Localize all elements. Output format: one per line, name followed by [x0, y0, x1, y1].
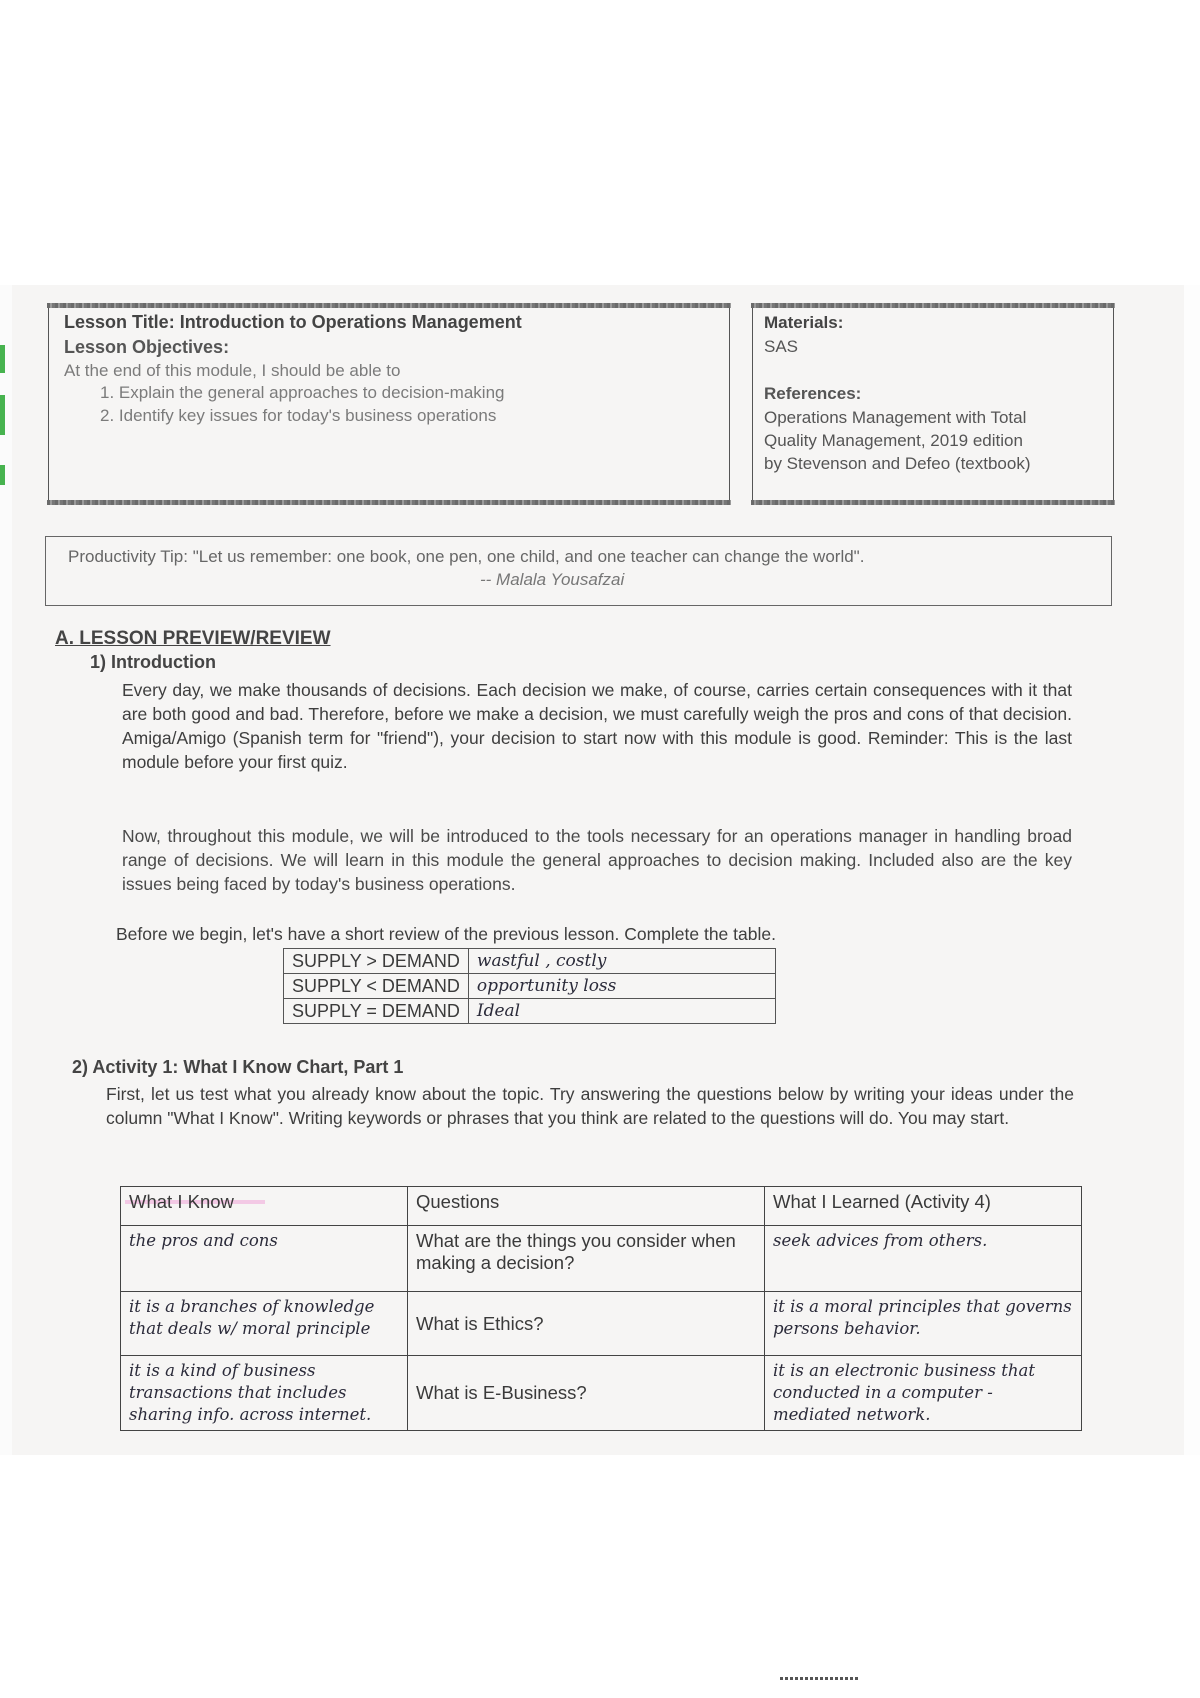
handwritten-answer: wastful , costly	[468, 949, 775, 974]
chart-header-row	[121, 1187, 1082, 1226]
reference-line: Quality Management, 2019 edition	[764, 431, 1023, 450]
green-tab-mark	[0, 345, 5, 373]
table-row	[284, 949, 776, 974]
table-cell-label: SUPPLY > DEMAND	[284, 949, 469, 974]
table-row	[284, 999, 776, 1024]
paper-right-edge	[1184, 285, 1200, 1455]
table-row	[284, 974, 776, 999]
reference-line: Operations Management with Total	[764, 408, 1027, 427]
column-header-questions: Questions	[408, 1187, 765, 1226]
introduction-heading: 1) Introduction	[90, 652, 216, 672]
supply-demand-table	[283, 948, 776, 1024]
materials-value: SAS	[764, 337, 799, 356]
activity-instructions: First, let us test what you already know about the topic. Try answering the questions below by writing your ideas under the column "What I Know". Writing keywords or phrases that you think are related to the questions will do. You may start.	[106, 1084, 1074, 1128]
table-row	[121, 1292, 1082, 1356]
lesson-title: Lesson Title: Introduction to Operations Management	[64, 312, 522, 332]
green-tab-mark	[0, 395, 5, 435]
green-tab-mark	[0, 465, 5, 485]
column-header-what-i-learned: What I Learned (Activity 4)	[765, 1187, 1082, 1226]
introduction-paragraph: Now, throughout this module, we will be introduced to the tools necessary for an operations manager in handling broad range of decisions. We will learn in this module the general approaches to decision making. Included also are the key issues being faced by today's business operations.	[122, 826, 1072, 894]
objectives-intro: At the end of this module, I should be able to	[64, 361, 401, 380]
handwritten-answer: seek advices from others.	[765, 1226, 1082, 1292]
objectives-label: Lesson Objectives:	[64, 337, 230, 357]
question-cell: What is Ethics?	[408, 1292, 765, 1356]
table-cell-label: SUPPLY < DEMAND	[284, 974, 469, 999]
table-row	[121, 1356, 1082, 1431]
scan-artifact	[780, 1677, 860, 1680]
table-row	[121, 1226, 1082, 1292]
section-heading: A. LESSON PREVIEW/REVIEW	[55, 628, 331, 649]
question-cell: What is E-Business?	[408, 1356, 765, 1431]
paper-left-edge	[0, 285, 12, 1455]
question-cell: What are the things you consider when making a decision?	[408, 1226, 765, 1292]
introduction-paragraph: Every day, we make thousands of decisions. Each decision we make, of course, carries certain consequences with it that are both good and bad. Therefore, before we make a decision, we must carefully weigh the pros and cons of that decision. Amiga/Amigo (Spanish term for "friend"), your decision to start now with this module is good. Reminder: This is the last module before your first quiz.	[122, 680, 1072, 772]
productivity-tip-text: Productivity Tip: "Let us remember: one book, one pen, one child, and one teacher can change the world".	[68, 547, 865, 566]
activity-heading: 2) Activity 1: What I Know Chart, Part 1	[72, 1057, 404, 1077]
review-prompt: Before we begin, let's have a short review of the previous lesson. Complete the table.	[116, 924, 776, 944]
handwritten-answer: opportunity loss	[468, 974, 775, 999]
handwritten-answer: it is a kind of business transactions that includes sharing info. across internet.	[121, 1356, 408, 1431]
handwritten-answer: it is an electronic business that conducted in a computer - mediated network.	[765, 1356, 1082, 1431]
handwritten-answer: it is a moral principles that governs persons behavior.	[765, 1292, 1082, 1356]
handwritten-answer: it is a branches of knowledge that deals w/ moral principle	[121, 1292, 408, 1356]
objective-item: 1. Explain the general approaches to decision-making	[100, 383, 505, 402]
reference-line: by Stevenson and Defeo (textbook)	[764, 454, 1031, 473]
references-label: References:	[764, 384, 862, 403]
handwritten-answer: Ideal	[468, 999, 775, 1024]
table-cell-label: SUPPLY = DEMAND	[284, 999, 469, 1024]
handwritten-answer: the pros and cons	[121, 1226, 408, 1292]
column-header-what-i-know: What I Know	[121, 1187, 408, 1226]
materials-label: Materials:	[764, 313, 844, 332]
what-i-know-chart	[120, 1186, 1082, 1431]
tip-author: -- Malala Yousafzai	[480, 570, 625, 589]
objective-item: 2. Identify key issues for today's business operations	[100, 406, 497, 425]
